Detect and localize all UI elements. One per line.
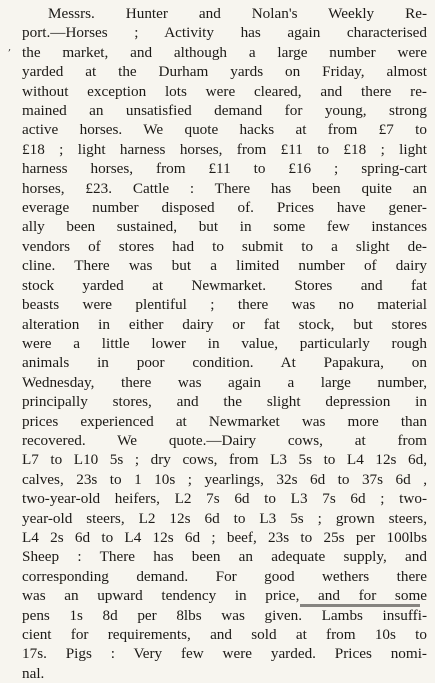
article-line: cient for requirements, and sold at from 10s to [22, 626, 427, 643]
article-line: corresponding demand. For good wethers there [22, 567, 427, 585]
article-line: vendors of stores had to submit to a slight de- [22, 237, 427, 255]
article-line: cline. There was but a limited number of dairy [22, 257, 427, 275]
market-report-article [22, 4, 427, 683]
article-line: L7 to L10 5s ; dry cows, from L3 5s to L4 12s 6d, [22, 451, 427, 469]
article-line: port.—Horses ; Activity has again characterised [22, 24, 427, 42]
article-line: harness horses, from £11 to £16 ; spring-cart [22, 160, 427, 178]
article-line: Sheep : There has been an adequate supply, and [22, 548, 427, 566]
article-line: year-old steers, L2 12s 6d to L3 5s ; grown steers, [22, 509, 427, 527]
article-line: everage number disposed of. Prices have gener- [22, 199, 427, 217]
article-line: two-year-old heifers, L2 7s 6d to L3 7s 6d ; two- [22, 490, 427, 508]
article-line: nal. [22, 664, 45, 682]
article-line: calves, 23s to 1 10s ; yearlings, 32s 6d to 37s 6d , [22, 470, 427, 488]
article-line: £18 ; light harness horses, from £11 to £18 ; light [22, 140, 427, 158]
article-line: Wednesday, there was again a large number, [22, 373, 427, 391]
article-line: active horses. We quote hacks at from £7 to [22, 121, 427, 139]
article-line: mained an unsatisfied demand for young, strong [22, 102, 427, 120]
article-line: recovered. We quote.—Dairy cows, at from [22, 431, 427, 449]
article-line: beasts were plentiful ; there was no material [22, 296, 427, 314]
article-line: alteration in either dairy or fat stock, but stores [22, 315, 427, 333]
article-line: stock yarded at Newmarket. Stores and fat [22, 276, 427, 294]
column-edge-rule [300, 604, 420, 607]
article-line: ally been sustained, but in some few instances [22, 218, 427, 236]
article-line: prices experienced at Newmarket was more than [22, 412, 427, 430]
article-headline-line: Messrs. Hunter and Nolan's Weekly Re- [48, 5, 427, 22]
article-line: were a little lower in value, particularly rough [22, 334, 427, 352]
article-line: pens 1s 8d per 8lbs was given. Lambs insuffi- [22, 606, 427, 624]
article-line: 17s. Pigs : Very few were yarded. Prices nomi- [22, 645, 427, 663]
article-line: without exception lots were cleared, and there re- [22, 82, 427, 100]
article-line: L4 2s 6d to L4 12s 6d ; beef, 23s to 25s per 100lbs [22, 528, 427, 546]
article-line: yarded at the Durham yards on Friday, almost [22, 63, 427, 81]
article-line: the market, and although a large number were [22, 43, 427, 61]
margin-mark: , [8, 42, 12, 53]
article-line: was an upward tendency in price, and for some [22, 587, 427, 605]
article-line: animals in poor condition. At Papakura, on [22, 354, 427, 372]
article-line: horses, £23. Cattle : There has been quite an [22, 179, 427, 197]
article-line: principally stores, and the slight depression in [22, 393, 427, 411]
